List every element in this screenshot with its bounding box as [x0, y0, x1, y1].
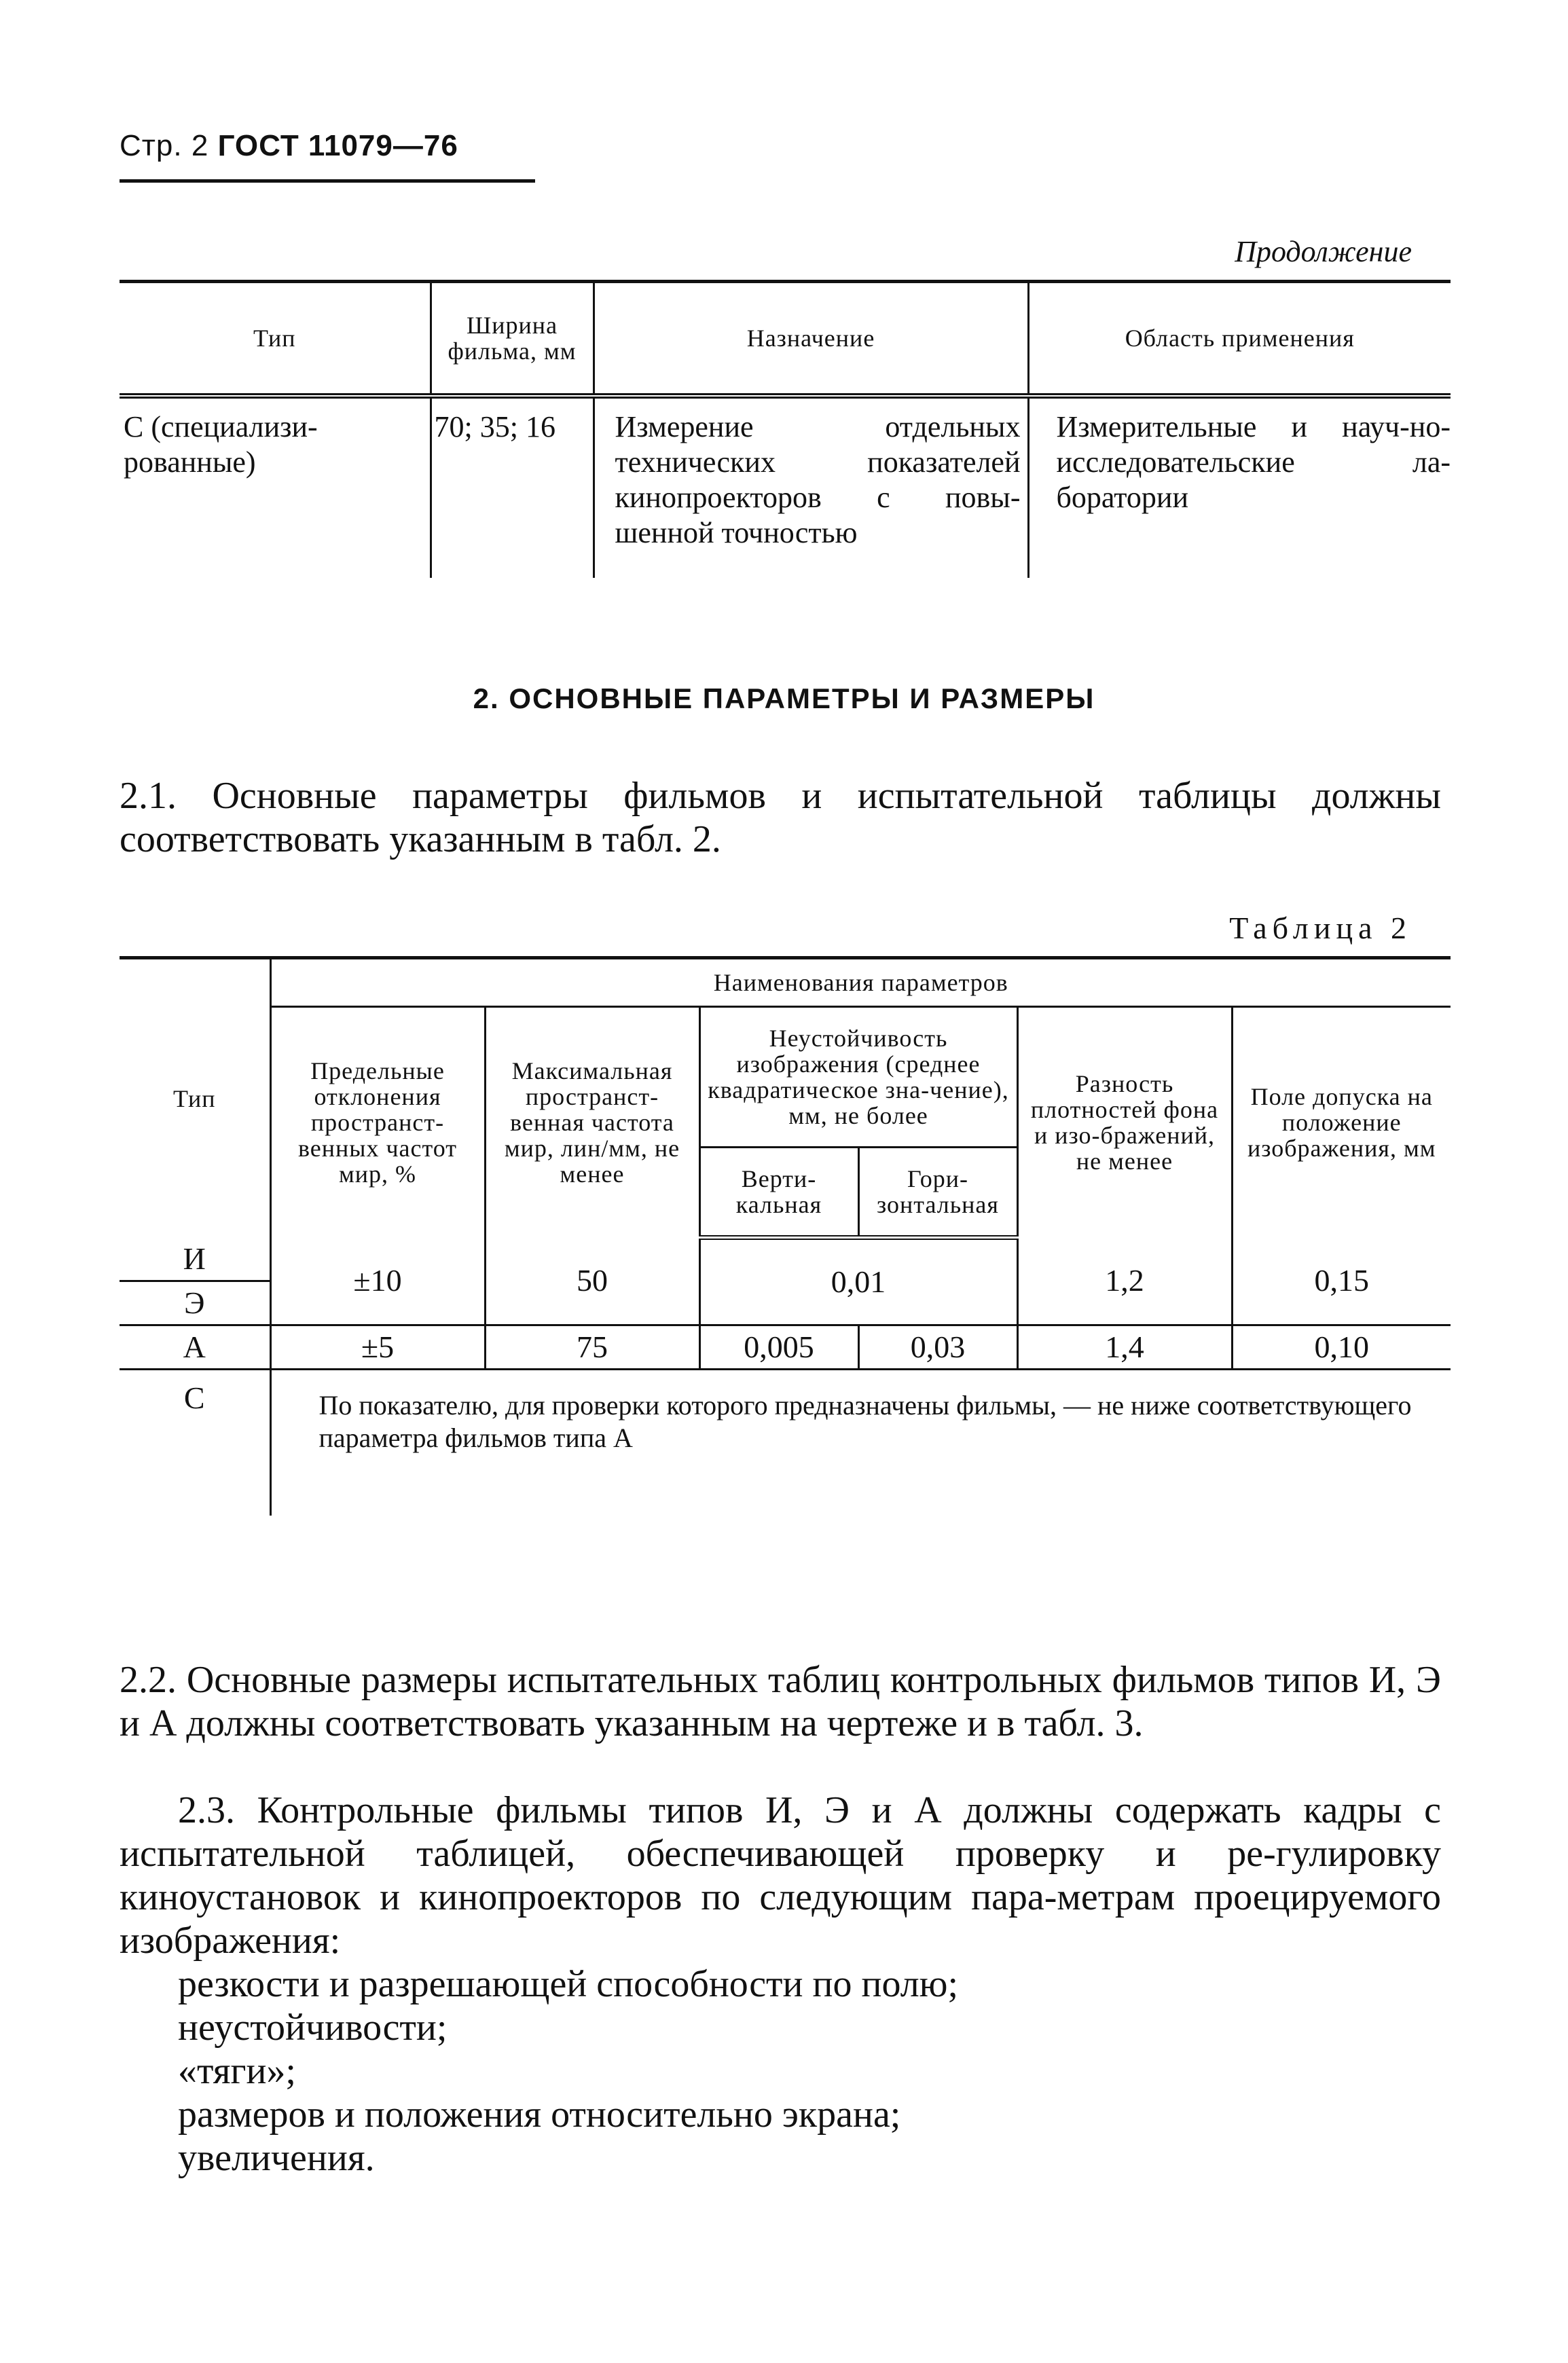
head-type: Тип — [172, 1084, 216, 1112]
head-instability: Неустойчивость изображения (среднее квадратическое зна-чение), мм, не более — [699, 1007, 1017, 1148]
cell-type: С (специализи-рованные) — [124, 410, 318, 479]
col-purpose: Назначение — [594, 282, 1028, 397]
table2-caption: Таблица 2 — [1229, 911, 1412, 945]
head-density: Разность плотностей фона и изо-бражений, не менее — [1017, 1007, 1232, 1238]
page-header — [120, 129, 458, 163]
cell-purpose: Измерение отдельных технических показателей кинопроекторов с повы-шенной точностью — [594, 396, 1028, 578]
list-item: резкости и разрешающей способности по полю; — [178, 1963, 959, 2005]
col-type: Тип — [120, 282, 431, 397]
cell-width: 70; 35; 16 — [431, 396, 594, 578]
list-item: увеличения. — [178, 2137, 375, 2179]
cell-a-density: 1,4 — [1017, 1325, 1232, 1369]
cell-type-a: А — [120, 1325, 270, 1369]
paragraph-2-2: 2.2. Основные размеры испытательных таблиц контрольных фильмов типов И, Э и А должны соответствовать указанным на чертеже и в табл. 3. — [120, 1659, 1441, 1744]
cell-ie-deviation: ±10 — [270, 1238, 485, 1325]
cell-a-horizontal: 0,03 — [858, 1325, 1017, 1369]
head-vertical: Верти-кальная — [699, 1148, 858, 1238]
paragraph-2-1: 2.1. Основные параметры фильмов и испытательной таблицы должны соответствовать указанным в табл. 2. — [120, 775, 1441, 860]
cell-a-field: 0,10 — [1232, 1325, 1451, 1369]
cell-application: Измерительные и науч-но-исследовательские ла-боратории — [1028, 396, 1451, 578]
head-group: Наименования параметров — [270, 958, 1451, 1007]
table-header-row — [120, 282, 1451, 397]
col-width: Ширина фильма, мм — [431, 282, 594, 397]
list-item: «тяги»; — [178, 2050, 296, 2092]
page-number: Стр. 2 — [120, 129, 209, 162]
paragraph-2-3: 2.3. Контрольные фильмы типов И, Э и А должны содержать кадры с испытательной таблицей, обеспечивающей проверку и ре-гулировку киноустановок и кинопроекторов по следующим пара-метрам проецируемого изображения: — [120, 1789, 1441, 1962]
head-horizontal: Гори-зонтальная — [858, 1148, 1017, 1238]
standard-number: ГОСТ 11079—76 — [217, 129, 458, 162]
list-item: неустойчивости; — [178, 2007, 448, 2049]
head-deviation: Предельные отклонения пространст-венных частот мир, % — [270, 1007, 485, 1238]
head-field: Поле допуска на положение изображения, мм — [1232, 1007, 1451, 1238]
cell-c-note: По показателю, для проверки которого предназначены фильмы, — не ниже соответствующего параметра фильмов типа А — [270, 1369, 1451, 1516]
cell-type-c: С — [183, 1380, 205, 1415]
cell-ie-instability: 0,01 — [699, 1238, 1017, 1325]
table-row — [120, 1238, 1451, 1281]
header-rule — [120, 179, 535, 183]
cell-ie-field: 0,15 — [1232, 1238, 1451, 1325]
cell-type-i: И — [120, 1238, 270, 1281]
table-row — [120, 1369, 1451, 1516]
continuation-label: Продолжение — [1235, 235, 1412, 268]
cell-a-vertical: 0,005 — [699, 1325, 858, 1369]
section-title: 2. ОСНОВНЫЕ ПАРАМЕТРЫ И РАЗМЕРЫ — [473, 682, 1095, 714]
list-item: размеров и положения относительно экрана; — [178, 2093, 901, 2136]
cell-ie-max-freq: 50 — [485, 1238, 699, 1325]
cell-a-max-freq: 75 — [485, 1325, 699, 1369]
head-max-freq: Максимальная пространст-венная частота мир, лин/мм, не менее — [485, 1007, 699, 1238]
table-row — [120, 1325, 1451, 1369]
col-application: Область применения — [1028, 282, 1451, 397]
table-row — [120, 396, 1451, 578]
cell-ie-density: 1,2 — [1017, 1238, 1232, 1325]
cell-a-deviation: ±5 — [270, 1325, 485, 1369]
types-table-continued — [120, 280, 1451, 578]
cell-type-e: Э — [120, 1281, 270, 1325]
parameters-table — [120, 956, 1451, 1516]
